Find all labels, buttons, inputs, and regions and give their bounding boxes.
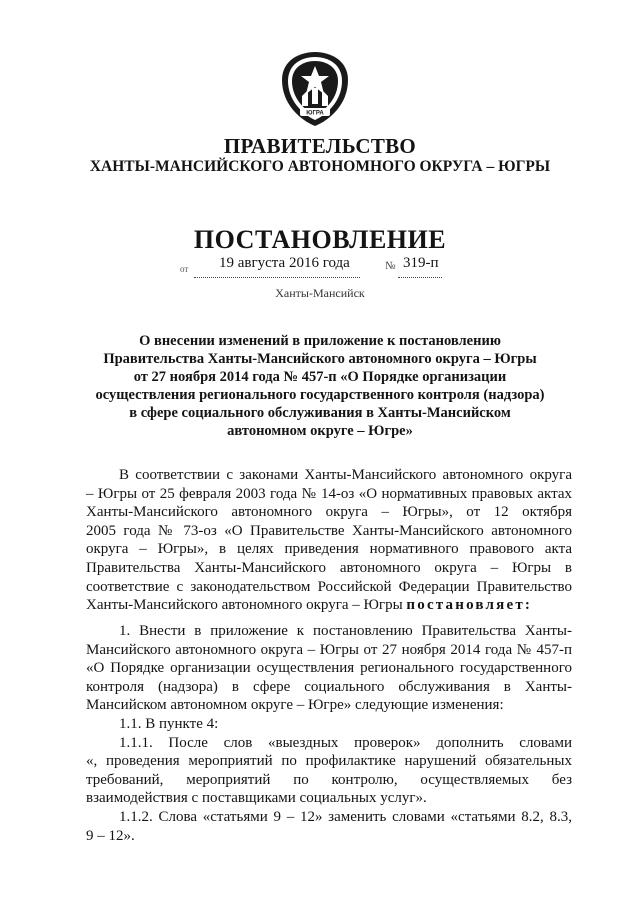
- clause-line: 1.1.2. Слова «статьями 9 – 12» заменить словами «статьями 8.2, 8.3,: [119, 808, 572, 825]
- preamble-line: 2005 года № 73-оз «О Правительстве Ханты-Мансийского автономного: [86, 522, 572, 539]
- subject-line: от 27 ноября 2014 года № 457-п «О Порядке организации: [133, 369, 507, 385]
- number-sign: №: [385, 260, 396, 272]
- preamble-line: Ханты-Мансийского автономного округа – Югры: [86, 597, 403, 614]
- clause-line: контроля (надзора) в сфере социального обслуживания в Ханты-: [86, 678, 572, 695]
- subject-line: осуществления регионального государственного контроля (надзора): [95, 387, 545, 403]
- clause-line: 9 – 12».: [86, 827, 135, 844]
- preamble-paragraph: [86, 466, 572, 615]
- decree-word: постановляет:: [406, 597, 533, 614]
- document-number: 319-п: [403, 255, 439, 271]
- clause-line: Мансийского автономного округа – Югры от 27 ноября 2014 года № 457-п: [86, 641, 572, 658]
- document-date: 19 августа 2016 года: [219, 255, 350, 271]
- clauses-section: [86, 622, 572, 845]
- date-prefix: от: [180, 264, 189, 274]
- preamble-line: Правительства Ханты-Мансийского автономного округа – Югры в: [86, 559, 572, 576]
- subject-heading: [80, 332, 560, 440]
- region-title: ХАНТЫ-МАНСИЙСКОГО АВТОНОМНОГО ОКРУГА – ЮГРЫ: [89, 158, 551, 175]
- subject-line: Правительства Ханты-Мансийского автономного округа – Югры: [103, 351, 537, 367]
- number-underline: [398, 277, 442, 278]
- preamble-line: В соответствии с законами Ханты-Мансийского автономного округа: [119, 467, 572, 483]
- preamble-line: Ханты-Мансийского автономного округа – Югры», от 12 октября: [86, 504, 572, 521]
- emblem-label: ЮГРА: [306, 110, 324, 117]
- clause-line: требований, мероприятий по контролю, осуществляемых без: [86, 771, 572, 788]
- clause-line: 1.1.1. После слов «выездных проверок» дополнить словами: [119, 734, 572, 751]
- subject-line: О внесении изменений в приложение к постановлению: [139, 333, 501, 349]
- clause-line: «О Порядке организации осуществления регионального государственного: [86, 660, 572, 677]
- clause-line: взаимодействия с поставщиками социальных услуг».: [86, 790, 427, 807]
- document-type: ПОСТАНОВЛЕНИЕ: [193, 225, 447, 254]
- preamble-line: соответствие с законодательством Российской Федерации Правительство: [86, 578, 572, 595]
- government-title: ПРАВИТЕЛЬСТВО: [223, 134, 417, 158]
- subject-line: автономном округе – Югре»: [227, 423, 413, 439]
- date-underline: [194, 277, 360, 278]
- date-number-row: [0, 255, 640, 285]
- preamble-line: – Югры от 25 февраля 2003 года № 14-оз «О нормативных правовых актах: [86, 485, 572, 502]
- preamble-line: округа – Югры», в целях приведения нормативного правового акта: [86, 541, 572, 558]
- clause-line: Мансийском автономном округе – Югре» следующие изменения:: [86, 697, 504, 714]
- subject-line: в сфере социального обслуживания в Ханты-Мансийском: [129, 405, 511, 421]
- clause-line: 1. Внести в приложение к постановлению Правительства Ханты-: [119, 623, 572, 639]
- clause-line: 1.1. В пункте 4:: [119, 715, 219, 732]
- clause-line: «, проведения мероприятий по профилактике нарушений обязательных: [86, 753, 572, 770]
- coat-of-arms-emblem: [278, 50, 352, 128]
- city: Ханты-Мансийск: [275, 286, 365, 300]
- preamble-last-line: [86, 596, 572, 615]
